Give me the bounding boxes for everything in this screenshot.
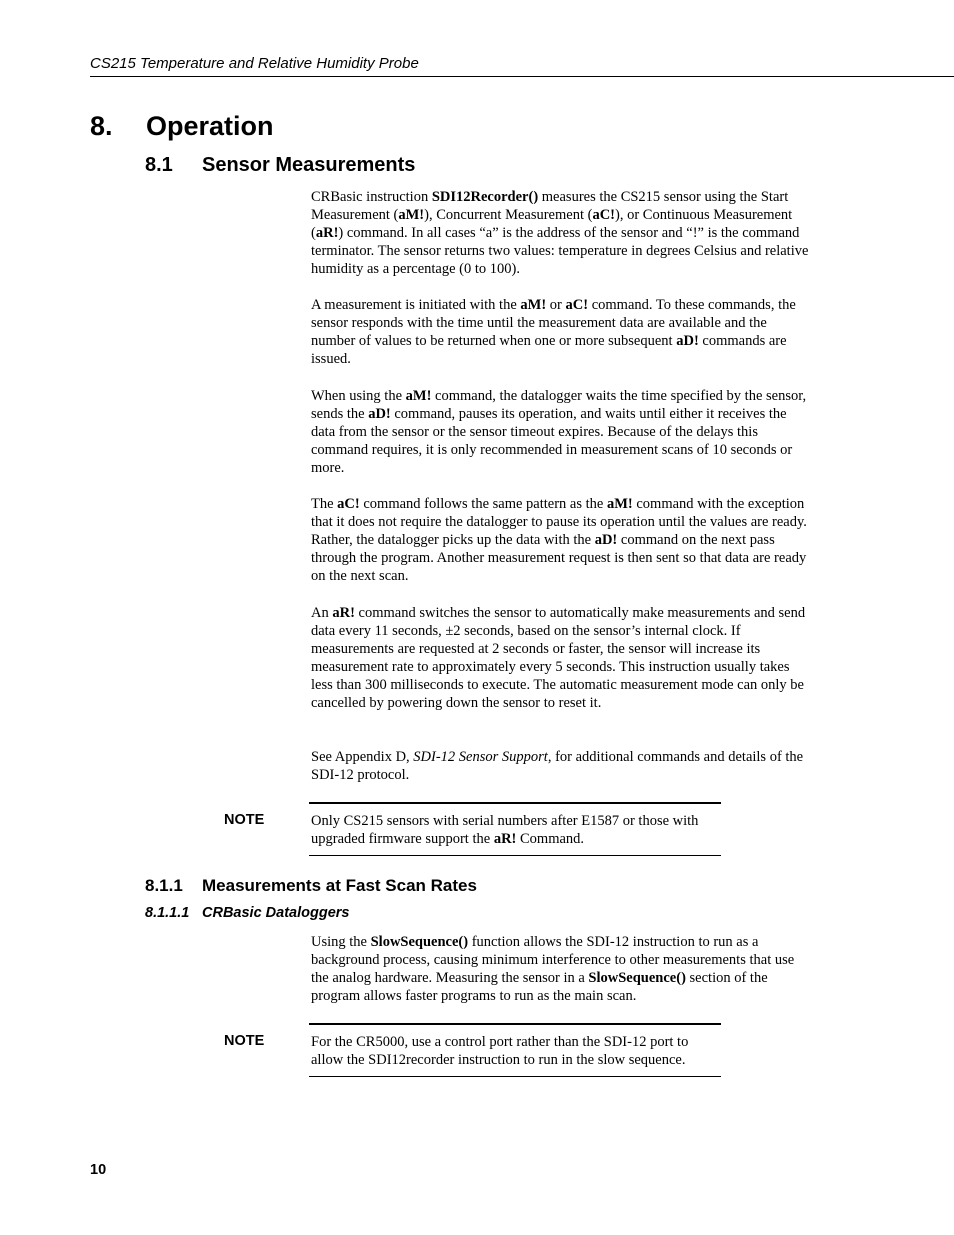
section-number: 8.1 — [145, 154, 173, 176]
section-title: Sensor Measurements — [202, 154, 416, 176]
subsection-heading — [145, 876, 477, 896]
paragraph-ar-command: An aR! command switches the sensor to automatically make measurements and send data every 11 seconds, ±2 seconds, based on the sensor’s internal clock. If measurements are requested at 2 seconds or faster, the sensor will increase its measurement rate to approximately every 5 seconds. This instruction usually takes less than 300 milliseconds to execute. The automatic measurement mode can only be cancelled by powering down the sensor to reset it. — [311, 605, 806, 711]
note-label: NOTE — [224, 1033, 265, 1049]
header-rule — [90, 76, 954, 77]
note-box-serial-numbers: Only CS215 sensors with serial numbers after E1587 or those with upgraded firmware support the aR! Command. — [309, 802, 721, 856]
paragraph-sdi12recorder-intro: CRBasic instruction SDI12Recorder() measures the CS215 sensor using the Start Measurement (aM!), Concurrent Measurement (aC!), or Continuous Measurement (aR!) command. In all cases “a” is the address of the sensor and “!” is the command terminator. The sensor returns two values: temperature in degrees Celsius and relative humidity as a percentage (0 to 100). — [311, 189, 809, 277]
running-header-title: CS215 Temperature and Relative Humidity Probe — [90, 55, 419, 72]
note-label: NOTE — [224, 812, 265, 828]
paragraph-slowsequence: Using the SlowSequence() function allows the SDI-12 instruction to run as a background process, causing minimum interference to other measurements that use the analog hardware. Measuring the sensor in a SlowSequence() section of the program allows faster programs to run as the main scan. — [311, 934, 795, 1004]
chapter-heading — [90, 111, 274, 142]
subsubsection-number: 8.1.1.1 — [145, 905, 190, 921]
note-box-cr5000: For the CR5000, use a control port rather than the SDI-12 port to allow the SDI12recorder instruction to run in the slow sequence. — [309, 1023, 721, 1077]
subsection-number: 8.1.1 — [145, 876, 183, 895]
paragraph-ac-command: The aC! command follows the same pattern as the aM! command with the exception that it does not require the datalogger to pause its operation until the values are ready. Rather, the datalogger picks up the data with the aD! command on the next pass through the program. Another measurement request is then sent so that data are ready on the next scan. — [311, 496, 807, 584]
subsubsection-title: CRBasic Dataloggers — [202, 905, 350, 921]
paragraph-measurement-initiation: A measurement is initiated with the aM! or aC! command. To these commands, the sensor responds with the time until the measurement data are available and the number of values to be returned when one or more subsequent aD! commands are issued. — [311, 297, 796, 367]
chapter-number: 8. — [90, 111, 113, 141]
chapter-title: Operation — [146, 111, 274, 141]
paragraph-appendix-reference: See Appendix D, SDI-12 Sensor Support, for additional commands and details of the SDI-12 protocol. — [311, 749, 804, 783]
paragraph-am-command: When using the aM! command, the datalogger waits the time specified by the sensor, sends the aD! command, pauses its operation, and waits until either it receives the data from the sensor or the sensor timeout expires. Because of the delays this command requires, it is only recommended in measurement scans of 10 seconds or more. — [311, 388, 807, 476]
subsection-title: Measurements at Fast Scan Rates — [202, 876, 477, 895]
page-number: 10 — [90, 1162, 107, 1178]
section-heading — [145, 154, 415, 177]
subsubsection-heading — [145, 905, 349, 921]
